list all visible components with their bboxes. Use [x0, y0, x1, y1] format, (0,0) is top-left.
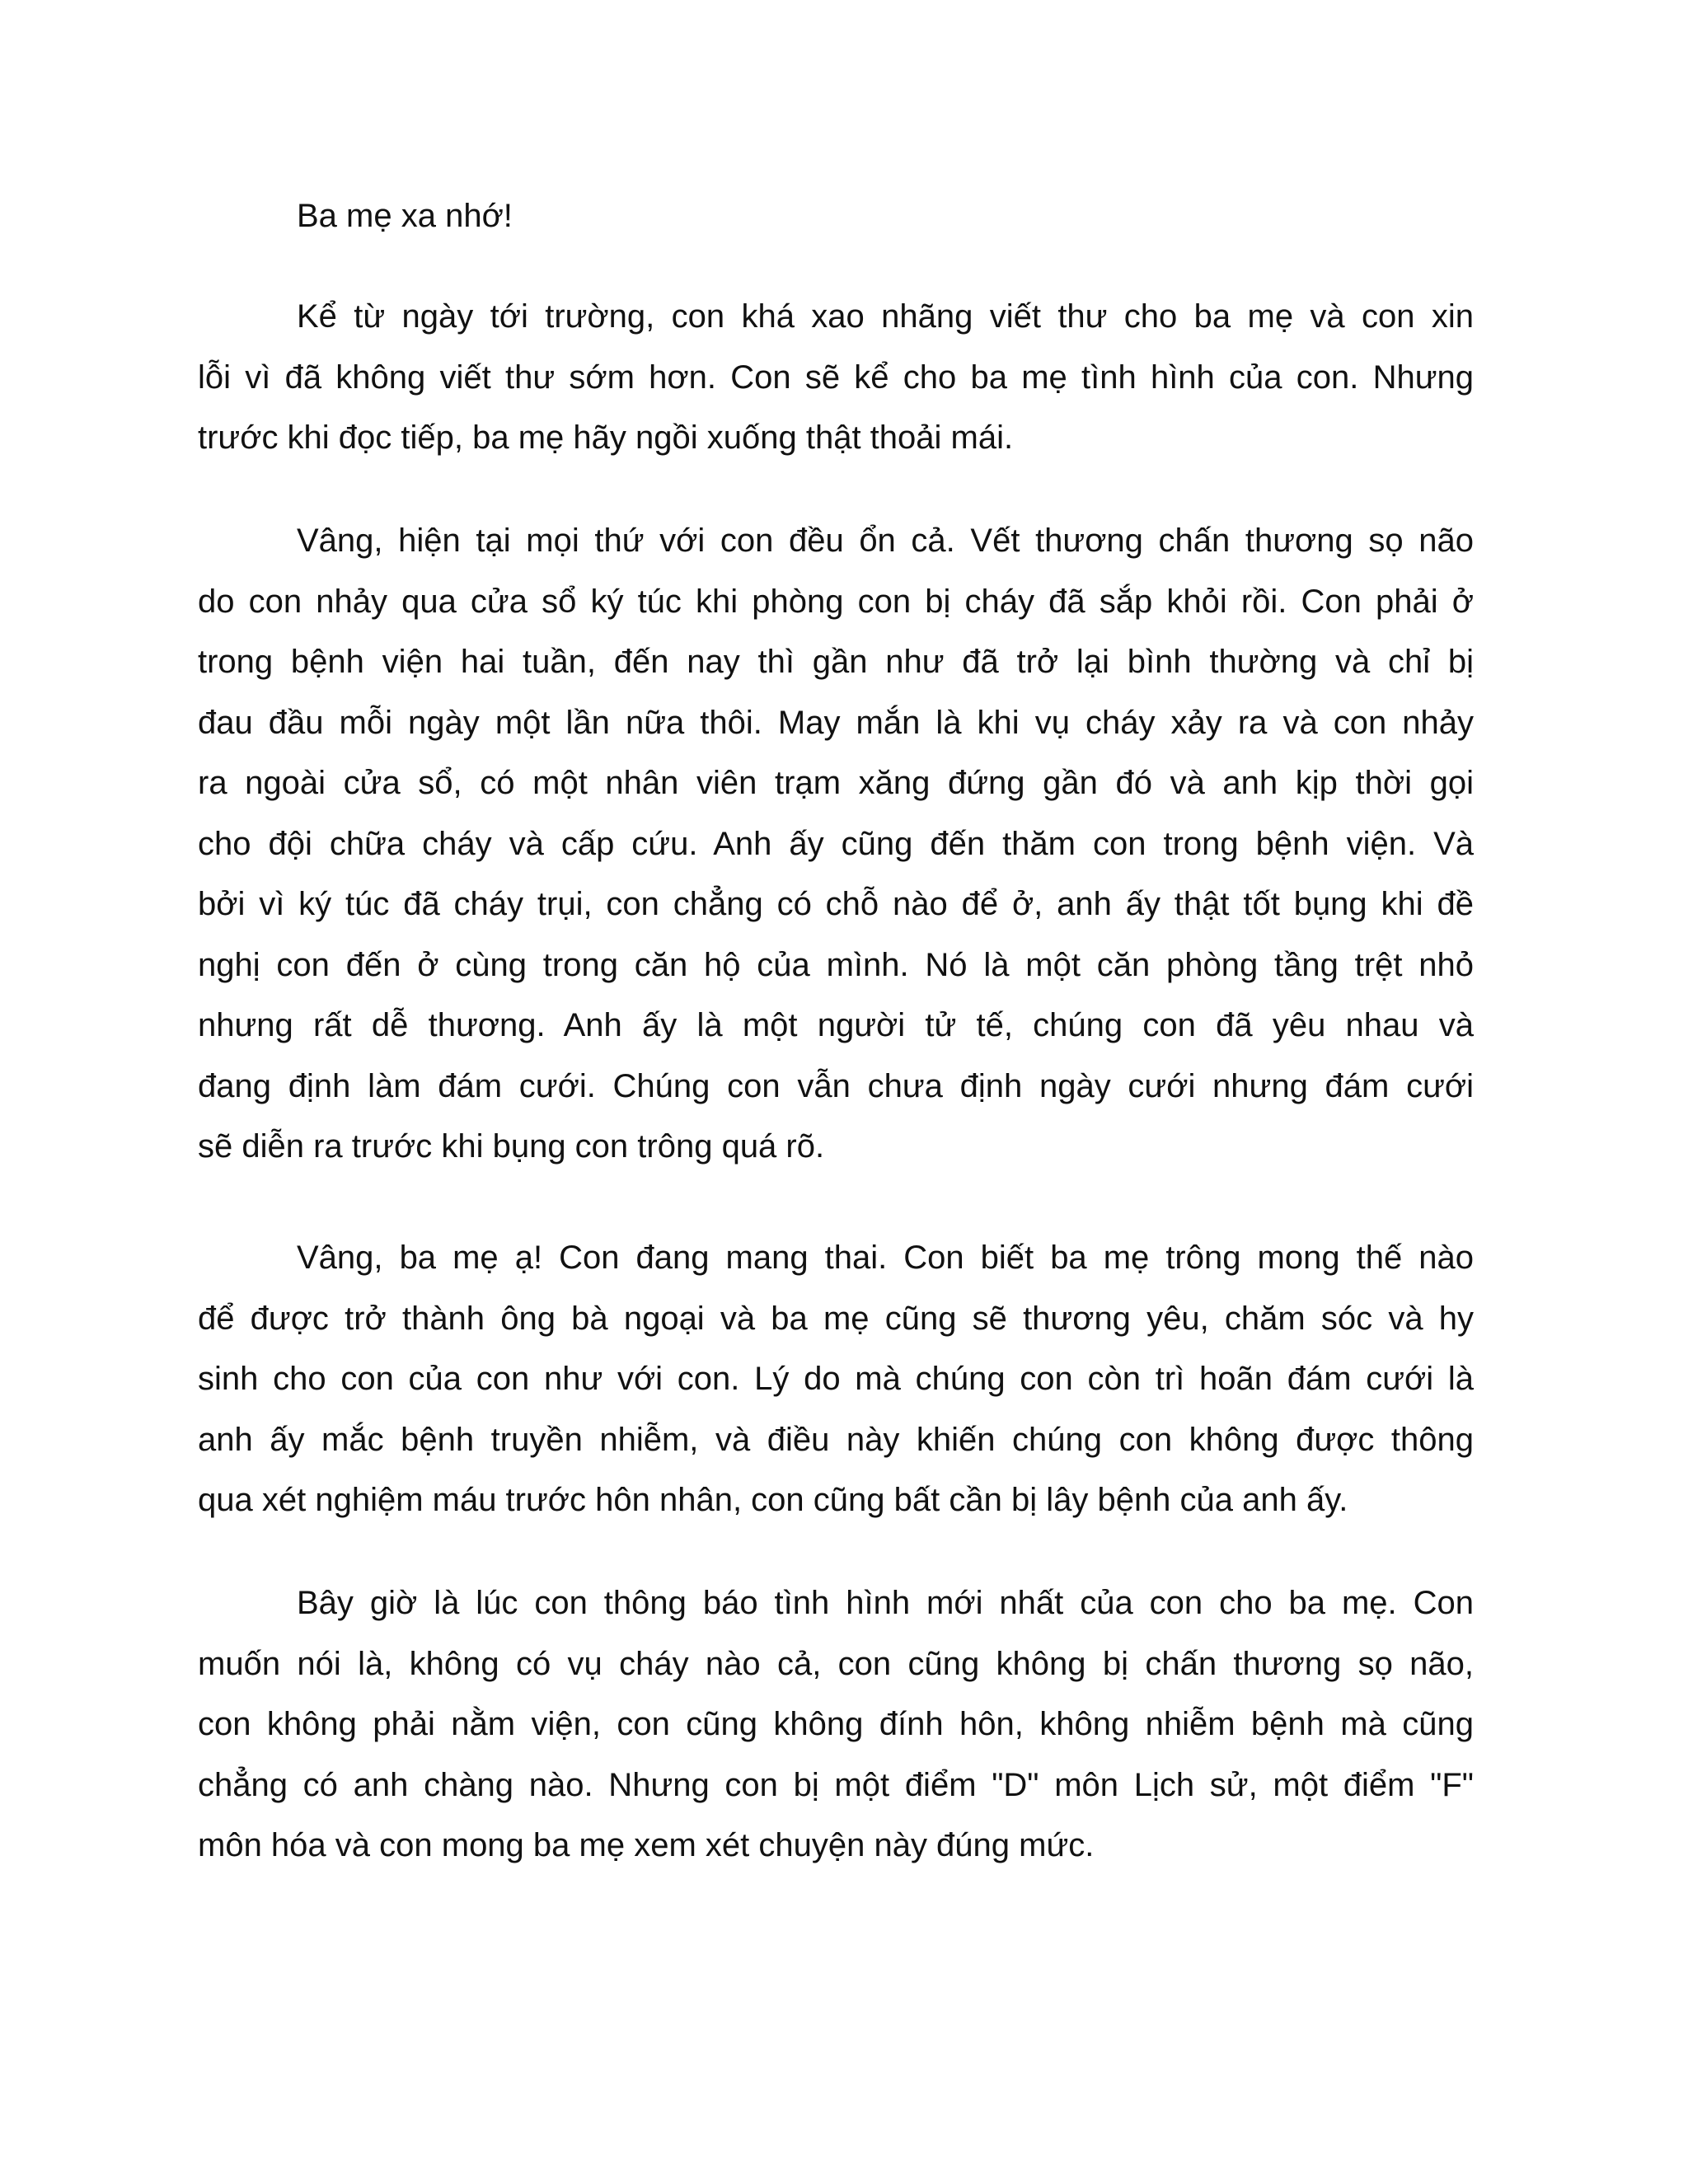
text-line: Vâng, ba mẹ ạ! Con đang mang thai. Con biết ba mẹ trông mong thế nào: [297, 1240, 1474, 1276]
text-line: anh ấy mắc bệnh truyền nhiễm, và điều này khiến chúng con không được thông: [198, 1421, 1474, 1458]
text-line: Kể từ ngày tới trường, con khá xao nhãng viết thư cho ba mẹ và con xin: [297, 298, 1474, 335]
letter-greeting: Ba mẹ xa nhớ!: [297, 198, 513, 234]
text-line: nhưng rất dễ thương. Anh ấy là một người tử tế, chúng con đã yêu nhau và: [198, 1007, 1474, 1043]
text-line: trong bệnh viện hai tuần, đến nay thì gần như đã trở lại bình thường và chỉ bị: [198, 644, 1474, 680]
paragraph-3: [198, 1228, 1474, 1531]
text-line: cho đội chữa cháy và cấp cứu. Anh ấy cũng đến thăm con trong bệnh viện. Và: [198, 825, 1474, 862]
text-line: Bây giờ là lúc con thông báo tình hình mới nhất của con cho ba mẹ. Con: [297, 1585, 1474, 1621]
text-line: qua xét nghiệm máu trước hôn nhân, con cũng bất cần bị lây bệnh của anh ấy.: [198, 1482, 1348, 1518]
text-line: lỗi vì đã không viết thư sớm hơn. Con sẽ kể cho ba mẹ tình hình của con. Nhưng: [198, 359, 1474, 396]
text-line: môn hóa và con mong ba mẹ xem xét chuyện này đúng mức.: [198, 1827, 1095, 1863]
text-line: ra ngoài cửa sổ, có một nhân viên trạm xăng đứng gần đó và anh kịp thời gọi: [198, 765, 1474, 801]
text-line: chẳng có anh chàng nào. Nhưng con bị một điểm "D" môn Lịch sử, một điểm "F": [198, 1766, 1474, 1803]
text-line: sinh cho con của con như với con. Lý do mà chúng con còn trì hoãn đám cưới là: [198, 1361, 1474, 1397]
text-line: đau đầu mỗi ngày một lần nữa thôi. May mắn là khi vụ cháy xảy ra và con nhảy: [198, 704, 1474, 741]
paragraph-1: [198, 287, 1474, 469]
text-line: nghị con đến ở cùng trong căn hộ của mình. Nó là một căn phòng tầng trệt nhỏ: [198, 946, 1474, 983]
paragraph-2: [198, 511, 1474, 1178]
text-line: trước khi đọc tiếp, ba mẹ hãy ngồi xuống thật thoải mái.: [198, 419, 1014, 456]
paragraph-4: [198, 1573, 1474, 1877]
text-line: sẽ diễn ra trước khi bụng con trông quá rõ.: [198, 1128, 825, 1165]
text-line: bởi vì ký túc đã cháy trụi, con chẳng có chỗ nào để ở, anh ấy thật tốt bụng khi đề: [198, 886, 1474, 922]
text-line: muốn nói là, không có vụ cháy nào cả, con cũng không bị chấn thương sọ não,: [198, 1645, 1474, 1682]
text-line: Vâng, hiện tại mọi thứ với con đều ổn cả. Vết thương chấn thương sọ não: [297, 523, 1474, 559]
text-line: do con nhảy qua cửa sổ ký túc khi phòng con bị cháy đã sắp khỏi rồi. Con phải ở: [198, 583, 1474, 620]
text-line: để được trở thành ông bà ngoại và ba mẹ cũng sẽ thương yêu, chăm sóc và hy: [198, 1300, 1474, 1337]
text-line: con không phải nằm viện, con cũng không đính hôn, không nhiễm bệnh mà cũng: [198, 1706, 1474, 1742]
text-line: đang định làm đám cưới. Chúng con vẫn chưa định ngày cưới nhưng đám cưới: [198, 1067, 1474, 1104]
